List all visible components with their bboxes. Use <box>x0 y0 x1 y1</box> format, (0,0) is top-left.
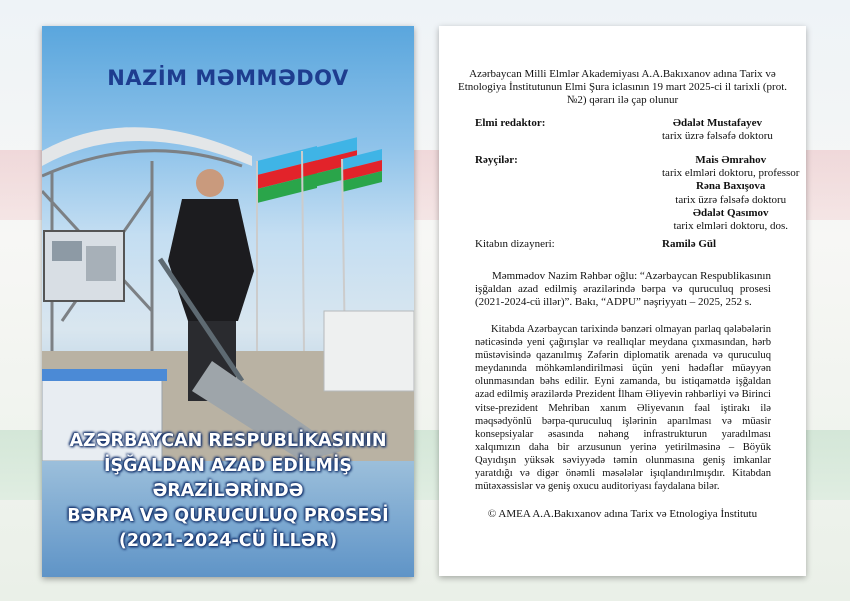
book-front-cover <box>42 26 414 577</box>
designer-label: Kitabın dizayneri: <box>475 238 555 250</box>
editor-label: Elmi redaktor: <box>475 117 546 129</box>
copyright-notice: © AMEA A.A.Bakıxanov adına Tarix və Etnologiya İnstitutu <box>487 508 758 520</box>
reviewers-label: Rəyçilər: <box>475 154 518 166</box>
cover-author: NAZİM MƏMMƏDOV <box>107 66 349 90</box>
editor-title: tarix üzrə fəlsəfə doktoru <box>662 130 773 143</box>
book-abstract: Kitabda Azərbaycan tarixində bənzəri olmayan parlaq qələbələrin nəticəsində yeni çağırışlar və reallıqlar meydana çıxmasından, hərb müstəvisində qazanılmış Zəfərin diplomatik arenada və quruculuq meydanında möhkəmləndirilməsi üçün yeni hədəflər müəyyən olunmasından bəhs edilir. Eyni zamanda, bu istiqamətdə işğaldan azad edilmiş ərazilərdə Prezident İlham Əliyevin rəhbərliyi və Birinci vitse-prezident Mehriban xanım Əliyevanın fəal iştirakı ilə məqsədyönlü bərpa-quruculuq işlərinin aparılması və müasir konsepsiyalar əsasında nəhəng infrastrukturun yaradılması xalqımızın daha bir arzusunun yerinə yetirilməsinə – Böyük Qayıdışın yüksək səviyyədə təmin olunmasına geniş imkanlar yaratdığı və digər önəmli məsələlər işıqlandırılmışdır. Kitabdan mütəxəssislər və geniş oxucu auditoriyası faydalana bilər. <box>475 324 771 493</box>
reviewer-title: tarix üzrə fəlsəfə doktoru <box>675 193 787 206</box>
reviewer-name: Ədalət Qasımov <box>692 206 769 219</box>
reviewer-name: Mais Əmrahov <box>695 154 767 166</box>
designer-name: Ramilə Gül <box>662 238 717 250</box>
cover-title-line: İŞĞALDAN AZAD EDİLMİŞ ƏRAZİLƏRİNDƏ <box>103 456 353 501</box>
cover-title-line: BƏRPA VƏ QURUCULUQ PROSESİ <box>67 506 389 526</box>
book-imprint-page <box>439 26 806 576</box>
grid-cart-rim <box>42 369 167 381</box>
designer <box>662 238 716 251</box>
board-image <box>52 241 82 261</box>
reviewer-title: tarix elmləri doktoru, professor <box>662 167 800 180</box>
cover-title-line: (2021-2024-CÜ İLLƏR) <box>118 531 338 551</box>
bibliographic-citation: Məmmədov Nazim Rəhbər oğlu: “Azərbaycan Respublikasının işğaldan azad edilmiş ərazilərində bərpa və quruculuq prosesi (2021-2024-cü illər)”. Bakı, “ADPU” nəşriyyatı – 2025, 252 s. <box>475 270 771 309</box>
reviewer-name: Rəna Baxışova <box>696 180 766 193</box>
cover-title <box>42 429 414 554</box>
board-image <box>86 246 116 281</box>
publication-approval-note: Azərbaycan Milli Elmlər Akademiyası A.A.Bakıxanov adına Tarix və Etnologiya İnstitutunun Elmi Şura iclasının 19 mart 2025-ci il tarixli (prot. №2) qərarı ilə çap olunur <box>457 68 788 107</box>
editor-name: Ədalət Mustafayev <box>672 117 762 129</box>
crate <box>324 311 414 391</box>
reviewer <box>662 154 799 233</box>
reviewer-title: tarix elmləri doktoru, dos. <box>673 220 789 233</box>
cover-title-line: AZƏRBAYCAN RESPUBLİKASININ <box>69 431 387 451</box>
editor <box>662 117 773 143</box>
cover-photo <box>42 121 414 461</box>
